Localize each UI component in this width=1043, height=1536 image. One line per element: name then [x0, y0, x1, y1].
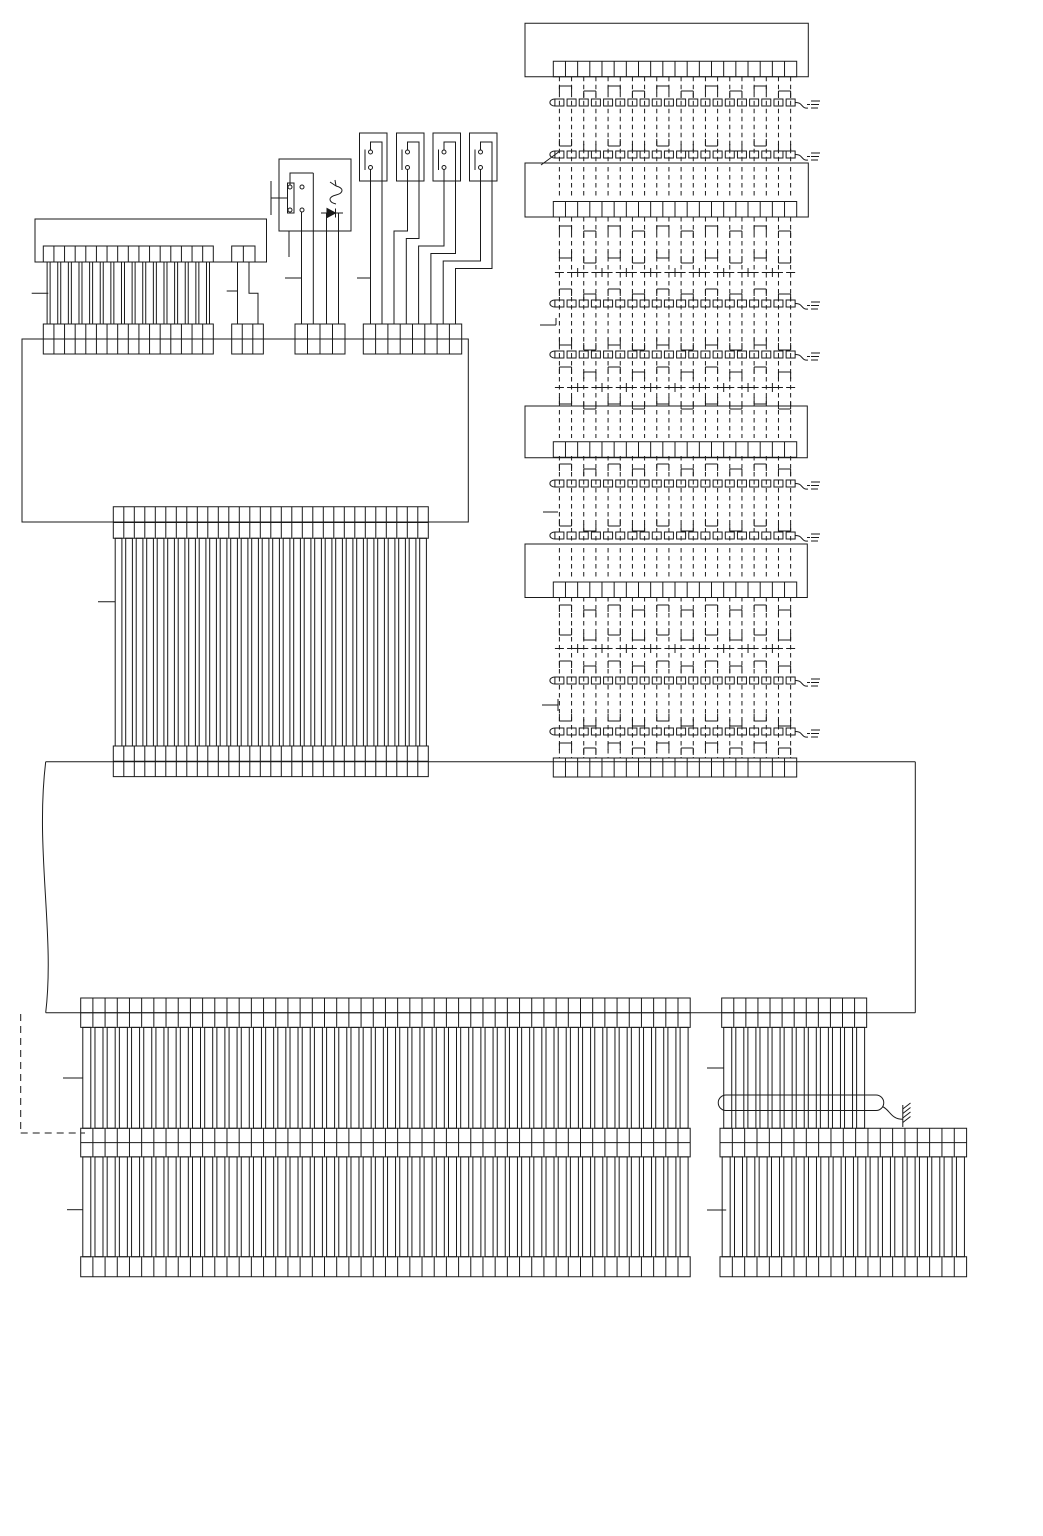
shielded-cable-column: [525, 23, 820, 777]
main-board-outline: [42, 762, 915, 1013]
switch-components: [357, 133, 497, 354]
bottom-left-ribbon-assembly: [63, 998, 690, 1277]
bottom-right-ribbon-assembly: [707, 998, 967, 1277]
relay-component: [271, 159, 351, 354]
header-connector-assembly: [32, 219, 267, 354]
upper-board-with-ribbon: [22, 339, 468, 777]
dashed-border-corner: [21, 1014, 85, 1133]
